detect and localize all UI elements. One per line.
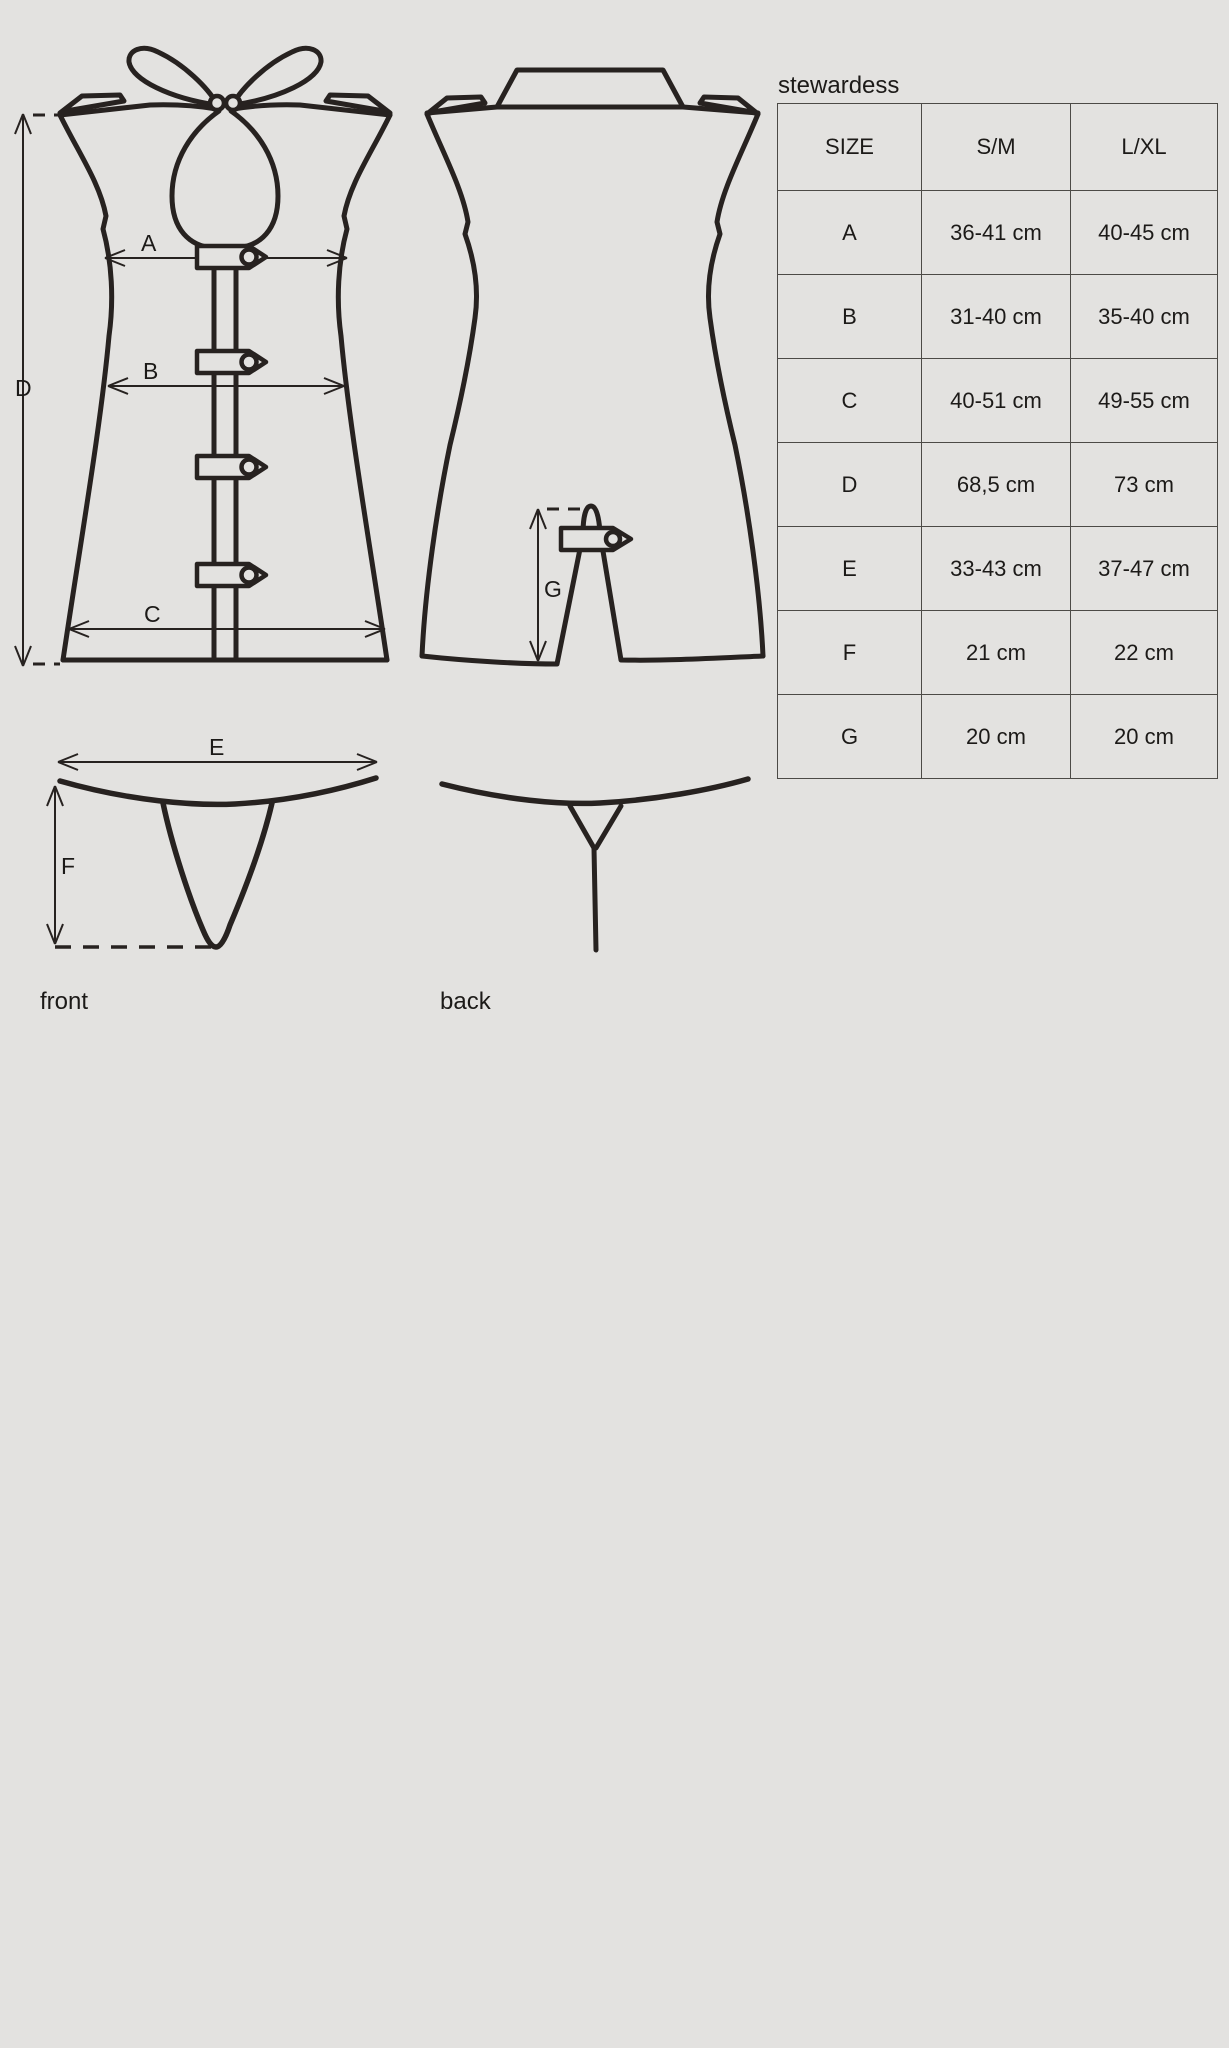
row-value-lxl: 35-40 cm (1071, 275, 1218, 359)
keyhole-neckline (172, 111, 278, 248)
back-dress-left-side (422, 114, 477, 656)
dim-arrow-f (47, 786, 75, 944)
row-value-sm: 40-51 cm (922, 359, 1071, 443)
row-value-lxl: 20 cm (1071, 695, 1218, 779)
row-value-lxl: 40-45 cm (1071, 191, 1218, 275)
dim-label-f: F (61, 853, 76, 879)
table-header-row (778, 104, 1218, 191)
front-strap-buckles (197, 246, 266, 586)
dim-label-g: G (544, 576, 562, 602)
dim-label-c: C (144, 601, 161, 627)
row-size-label: E (778, 527, 922, 611)
front-panty-drawing (47, 734, 377, 947)
back-slit-buckle (561, 528, 631, 550)
bow-right-loop (233, 48, 321, 105)
front-dress-left-side (60, 115, 112, 660)
row-value-lxl: 37-47 cm (1071, 527, 1218, 611)
header-sm: S/M (922, 104, 1071, 191)
bow-knot-right (226, 96, 240, 110)
caption-front: front (40, 988, 89, 1015)
dim-arrow-e (58, 734, 377, 770)
front-panty-waistband (60, 778, 376, 804)
row-size-label: B (778, 275, 922, 359)
row-value-lxl: 73 cm (1071, 443, 1218, 527)
front-dress-right-side (338, 115, 390, 660)
back-shoulder-line (427, 107, 758, 113)
row-value-sm: 21 cm (922, 611, 1071, 695)
dim-label-b: B (143, 358, 159, 384)
row-size-label: F (778, 611, 922, 695)
row-value-sm: 31-40 cm (922, 275, 1071, 359)
bow-knot-left (210, 96, 224, 110)
size-table-body (778, 191, 1218, 779)
back-panty-string (594, 848, 596, 950)
dim-label-d: D (15, 375, 32, 401)
row-value-lxl: 22 cm (1071, 611, 1218, 695)
row-value-lxl: 49-55 cm (1071, 359, 1218, 443)
header-lxl: L/XL (1071, 104, 1218, 191)
back-collar (497, 70, 683, 107)
row-size-label: C (778, 359, 922, 443)
caption-back: back (440, 988, 491, 1015)
dim-label-a: A (141, 230, 157, 256)
back-panty-waistband (442, 779, 748, 803)
back-dress-right-side (708, 114, 763, 656)
row-value-sm: 33-43 cm (922, 527, 1071, 611)
front-panty-v-shape (163, 803, 272, 947)
row-size-label: A (778, 191, 922, 275)
table-row (778, 359, 1218, 443)
header-size: SIZE (778, 104, 922, 191)
dim-label-e: E (209, 734, 225, 760)
table-row (778, 443, 1218, 527)
table-row (778, 527, 1218, 611)
bow-left-loop (129, 48, 217, 105)
back-dress-drawing (422, 70, 763, 664)
size-table-header (778, 104, 1218, 191)
row-size-label: G (778, 695, 922, 779)
garment-technical-drawing (0, 0, 780, 1020)
front-dress-drawing (15, 48, 390, 666)
table-row (778, 275, 1218, 359)
row-value-sm: 20 cm (922, 695, 1071, 779)
row-value-sm: 36-41 cm (922, 191, 1071, 275)
table-row (778, 191, 1218, 275)
row-value-sm: 68,5 cm (922, 443, 1071, 527)
table-row (778, 695, 1218, 779)
table-row (778, 611, 1218, 695)
dim-arrow-d (15, 114, 60, 666)
dim-arrow-c (69, 601, 385, 637)
back-panty-drawing (442, 779, 748, 950)
row-size-label: D (778, 443, 922, 527)
back-panty-triangle (570, 806, 621, 848)
size-table (777, 103, 1218, 779)
product-title: stewardess (778, 72, 900, 99)
